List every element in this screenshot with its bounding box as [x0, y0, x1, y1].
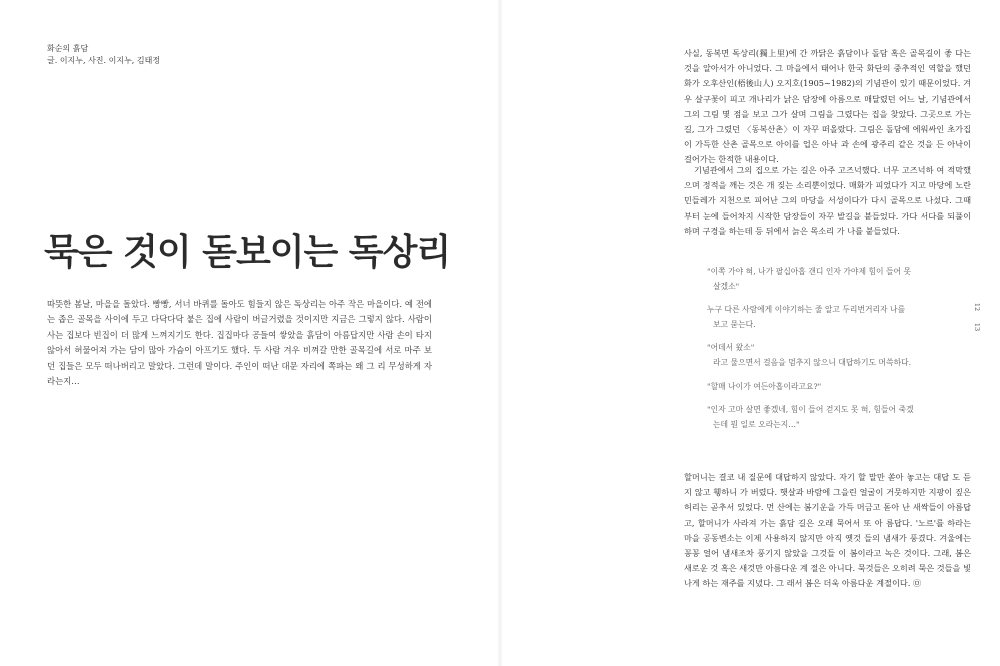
- lead-line: 손이 타지 않아서 허물어져 가는 담이 많아 가슴이 아프기도 했다. 두 사람 겨우 비껴갈 만한 골목길에: [47, 329, 432, 356]
- dialogue-text: "할매 나이가 여든아홉이라고요?": [707, 381, 822, 391]
- body-line: 집을 찾았다. 그곳으로 가는 길, 그가 그렸던 〈동복산촌〉이 자꾸 떠올랐다.: [684, 108, 971, 135]
- body-line: 과 손에 광주리 같은 것을 든 아낙이 걸어가는 한적한 내용이다.: [684, 139, 971, 165]
- body-line: 어느 날, 기념관에서 그의 그림 몇 점을 보고 그가 살며 그림을 그렸다는: [684, 93, 971, 119]
- body-line: 사실, 동복면 독상리(獨上里)에 간 까닭은 흙담이나 돌담 혹은 골목길이 좋: [684, 48, 953, 58]
- dialogue-text: 는데 뭔 일로 오라는지…": [713, 419, 800, 429]
- section-title: 화순의 흙담: [47, 44, 89, 53]
- lead-line: 리 무성하게 자라는지…: [47, 360, 432, 387]
- dialogue-text: 살겠소": [713, 281, 740, 291]
- body-line: 붙들었다. 가다 서다를 되풀이하며 구경을 하는데 등 뒤에서 늙은 목소리: [684, 210, 971, 236]
- article-headline: 묵은 것이 돋보이는 독상리: [44, 232, 451, 273]
- lead-line: 따뜻한 봄날, 마을을 돌았다. 빵빵, 서너 바퀴를 돌아도 힘들지 않은 독상리는 아주 작은 마을이다. 예: [47, 299, 413, 309]
- body-line: 이 봄이라고 녹은 것이다. 그래, 봄은 새로운 것 혹은 새것만 아름다운 계: [684, 548, 971, 574]
- page-numbers: [972, 302, 982, 332]
- lead-line: 사람이 사는 집보다 빈집이 더 많게 느껴지기도 한다. 집집마다 공들여 쌓았을 흙담이 아름답지만 사람: [47, 314, 432, 340]
- page-number-right: 13: [973, 322, 981, 332]
- dialogue-line: [707, 380, 951, 395]
- lead-paragraph: [47, 297, 432, 389]
- lead-line: 전에는 좁은 골목을 사이에 두고 다닥다닥 붙은 집에 사람이 버글거렸을 것이지만 지금은 그렇지 않다.: [47, 299, 432, 325]
- body-line: 름답다. '노르'를 하라는 마을 공동변소는 이제 사용하지 않지만 아직 옛것: [684, 517, 971, 543]
- body-line: 가 나를 붙들었다.: [836, 225, 900, 236]
- body-line: 기념관에서 그의 집으로 가는 길은 아주 고즈넉했다. 너무 고즈넉하: [694, 165, 934, 175]
- dialogue-line: [707, 303, 951, 332]
- dialogue-block: [707, 265, 951, 441]
- dialogue-text: 보고 묻는다.: [713, 319, 756, 329]
- dialogue-text: 누구 다른 사람에게 이야기하는 줄 알고 두리번거리자 나를: [707, 305, 906, 315]
- body-line: 할머니는 결코 내 질문에 대답하지 않았다. 자기 할 말만 쏟아 놓고는 대답: [684, 472, 950, 482]
- body-line: 절은 아니다. 묵것들은 오히려 묵은 것들을 빛나게 하는 재주를 지녔다. 그: [684, 563, 971, 589]
- right-page: [500, 0, 1000, 666]
- body-line: 지팡이 짚은 허리는 곧추서 있었다. 먼 산에는 봄기운을 가득 머금고 돋아: [684, 487, 971, 513]
- lead-line: 서로 마주 보던 집들은 모두 떠나버리고 말았다. 그런데 말이다. 주인이 떠난 대문 자리에 쪽파는 왜 그: [47, 345, 432, 371]
- body-paragraph-1: [684, 46, 971, 168]
- dialogue-line: [707, 265, 951, 294]
- body-line: 그림은 돌담에 에워싸인 초가집이 가득한 산촌 골목으로 아이를 업은 아낙: [684, 124, 971, 150]
- body-line: 역할을 했던 화가 오후산인(梧後山人) 오지호(1905~1982)의 기념관이 있기: [684, 63, 971, 89]
- dialogue-text: "어데서 왔소": [707, 343, 755, 353]
- article-meta: [47, 43, 160, 67]
- dialogue-text: 라고 물으면서 걸음을 멈추지 않으니 대답하기도 머쓱하다.: [713, 357, 912, 367]
- body-line: 여 적막했으며 정적을 깨는 것은 개 짖는 소리뿐이었다. 매화가 피었다가: [684, 165, 971, 191]
- body-line: 골목으로 나섰다. 그때부터 눈에 들어차지 시작한 담장들이 자꾸 발길을: [684, 195, 971, 221]
- credits: 글. 이지누, 사진. 이지누, 김태정: [47, 56, 161, 65]
- dialogue-text: "이쪽 가야 혀, 나가 팔십아홉 갠디 인자 가야제 힘이 들어 못: [707, 267, 912, 276]
- body-line: 래서 봄은 더욱 아름다운 계절이다. ㉤: [786, 578, 922, 589]
- page-number-left: 12: [973, 302, 981, 312]
- body-line: 지고 마당에 노란 민들레가 지천으로 피어난 그의 마당을 서성이다가 다시: [684, 180, 972, 206]
- body-paragraph-3: [684, 470, 971, 592]
- dialogue-line: [707, 403, 951, 432]
- body-line: 들의 냄새가 풍겼다. 겨울에는 꽁꽁 얼어 냄새조차 풍기지 않았을 그것들: [684, 532, 971, 559]
- body-paragraph-2: [684, 163, 971, 239]
- body-line: 때문이었다. 겨우 살구꽃이 피고 개나리가 낡은 담장에 아름으로 매달렸던: [684, 78, 971, 104]
- dialogue-line: [707, 341, 951, 370]
- dialogue-text: "인자 고마 살면 좋겠네, 힘이 들어 걷지도 못 혀, 힘들어 죽겠: [707, 405, 914, 415]
- body-line: 난 새싹들이 아름답고, 할머니가 사라져 가는 흙담 길은 오래 묵어서 또 아: [684, 502, 972, 528]
- body-line: 도 듣지 않고 휑하니 가 버렸다. 햇살과 바람에 그을린 얼굴이 거뭇하지만: [684, 472, 971, 498]
- body-line: 다는 것을 알아서가 아니었다. 그 마을에서 태어나 한국 화단의 중추적인: [684, 48, 971, 74]
